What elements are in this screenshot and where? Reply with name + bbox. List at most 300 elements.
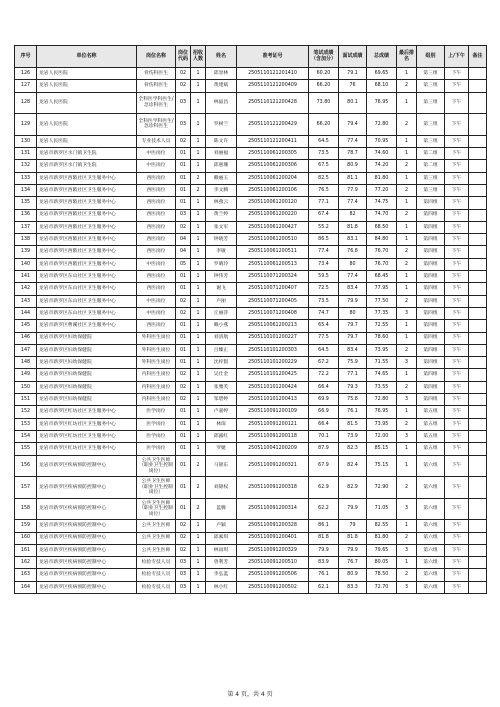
cell-group: 第四组 bbox=[417, 344, 445, 356]
cell-session: 下午 bbox=[445, 92, 469, 114]
cell-position-name: 公共卫生医师 bbox=[137, 520, 176, 532]
cell-exam-number: 2505110091200329 bbox=[237, 544, 309, 556]
cell-remarks bbox=[469, 381, 487, 393]
cell-final-rank: 2 bbox=[397, 246, 417, 258]
cell-session: 下午 bbox=[445, 455, 469, 477]
cell-written-score: 73.4 bbox=[309, 258, 339, 270]
cell-final-rank: 1 bbox=[397, 68, 417, 80]
cell-unit-name: 龙岩市新罗区西陂社区卫生服务中心 bbox=[37, 246, 137, 258]
cell-session: 下午 bbox=[445, 332, 469, 344]
header-session: 上/下午 bbox=[445, 46, 469, 68]
cell-remarks bbox=[469, 520, 487, 532]
cell-final-rank: 1 bbox=[397, 557, 417, 569]
cell-remarks bbox=[469, 455, 487, 477]
cell-interview-score: 77.4 bbox=[339, 135, 367, 147]
cell-name: 卢颖 bbox=[206, 520, 237, 532]
cell-written-score: 65.4 bbox=[309, 320, 339, 332]
cell-exam-number: 2505110061200213 bbox=[237, 320, 309, 332]
cell-name: 卢丽 bbox=[206, 295, 237, 307]
table-row bbox=[15, 92, 487, 114]
cell-total-score: 76.70 bbox=[367, 258, 397, 270]
cell-serial: 144 bbox=[15, 307, 37, 319]
cell-hire-count: 1 bbox=[191, 569, 206, 581]
cell-position-code: 02 bbox=[176, 520, 191, 532]
cell-position-code: 02 bbox=[176, 80, 191, 92]
cell-group: 第四组 bbox=[417, 234, 445, 246]
cell-total-score: 76.95 bbox=[367, 406, 397, 418]
cell-session: 下午 bbox=[445, 148, 469, 160]
cell-final-rank: 3 bbox=[397, 581, 417, 593]
cell-name: 邱誉林 bbox=[206, 68, 237, 80]
cell-session: 下午 bbox=[445, 209, 469, 221]
cell-written-score: 66.4 bbox=[309, 418, 339, 430]
cell-name: 丘丽萍 bbox=[206, 307, 237, 319]
cell-total-score: 80.05 bbox=[367, 557, 397, 569]
cell-interview-score: 76.8 bbox=[339, 246, 367, 258]
cell-serial: 128 bbox=[15, 92, 37, 114]
cell-position-code: 01 bbox=[176, 430, 191, 442]
cell-written-score: 66.4 bbox=[309, 381, 339, 393]
cell-remarks bbox=[469, 532, 487, 544]
table-row bbox=[15, 406, 487, 418]
cell-unit-name: 龙岩人民医院 bbox=[37, 68, 137, 80]
cell-serial: 148 bbox=[15, 357, 37, 369]
cell-total-score: 79.65 bbox=[367, 544, 397, 556]
cell-remarks bbox=[469, 197, 487, 209]
cell-position-code: 03 bbox=[176, 114, 191, 136]
cell-position-name: 内科医生岗位 bbox=[137, 369, 176, 381]
cell-total-score: 75.15 bbox=[367, 455, 397, 477]
cell-written-score: 59.5 bbox=[309, 271, 339, 283]
cell-name: 邹碧婷 bbox=[206, 394, 237, 406]
cell-interview-score: 79.7 bbox=[339, 332, 367, 344]
table-row bbox=[15, 320, 487, 332]
cell-total-score: 68.45 bbox=[367, 271, 397, 283]
cell-serial: 149 bbox=[15, 369, 37, 381]
cell-written-score: 77.1 bbox=[309, 197, 339, 209]
cell-final-rank: 2 bbox=[397, 532, 417, 544]
cell-position-name: 外科医生岗位 bbox=[137, 357, 176, 369]
cell-hire-count: 1 bbox=[191, 344, 206, 356]
cell-group: 第六组 bbox=[417, 455, 445, 477]
cell-exam-number: 2505110091200506 bbox=[237, 569, 309, 581]
cell-interview-score: 83.3 bbox=[339, 581, 367, 593]
cell-interview-score: 76 bbox=[339, 80, 367, 92]
cell-final-rank: 2 bbox=[397, 477, 417, 499]
cell-unit-name: 龙岩市新罗区西陂社区卫生服务中心 bbox=[37, 221, 137, 233]
cell-unit-name: 龙岩市新罗区妇幼保健院 bbox=[37, 344, 137, 356]
cell-group: 第三组 bbox=[417, 92, 445, 114]
cell-interview-score: 82.9 bbox=[339, 477, 367, 499]
cell-serial: 147 bbox=[15, 344, 37, 356]
cell-session: 下午 bbox=[445, 520, 469, 532]
cell-hire-count: 1 bbox=[191, 197, 206, 209]
cell-hire-count: 1 bbox=[191, 369, 206, 381]
cell-written-score: 62.1 bbox=[309, 581, 339, 593]
cell-interview-score: 76.1 bbox=[339, 406, 367, 418]
cell-exam-number: 2505110121200429 bbox=[237, 114, 309, 136]
cell-unit-name: 龙岩人民医院 bbox=[37, 114, 137, 136]
cell-hire-count: 2 bbox=[191, 455, 206, 477]
cell-final-rank: 2 bbox=[397, 381, 417, 393]
cell-name: 张雅芙 bbox=[206, 381, 237, 393]
cell-total-score: 72.80 bbox=[367, 394, 397, 406]
cell-written-score: 82.5 bbox=[309, 172, 339, 184]
cell-total-score: 72.70 bbox=[367, 581, 397, 593]
cell-remarks bbox=[469, 148, 487, 160]
cell-serial: 158 bbox=[15, 498, 37, 520]
cell-group: 第六组 bbox=[417, 532, 445, 544]
cell-group: 第三组 bbox=[417, 184, 445, 196]
cell-unit-name: 龙岩市新罗区疾病预防控制中心 bbox=[37, 581, 137, 593]
cell-serial: 140 bbox=[15, 258, 37, 270]
cell-remarks bbox=[469, 258, 487, 270]
cell-remarks bbox=[469, 569, 487, 581]
cell-name: 林琛 bbox=[206, 418, 237, 430]
cell-unit-name: 龙岩市新罗区妇幼保健院 bbox=[37, 332, 137, 344]
table-row bbox=[15, 381, 487, 393]
cell-unit-name: 龙岩市新罗区妇幼保健院 bbox=[37, 394, 137, 406]
cell-final-rank: 1 bbox=[397, 271, 417, 283]
cell-name: 吴仕金 bbox=[206, 369, 237, 381]
cell-position-name: 中医岗位 bbox=[137, 258, 176, 270]
cell-total-score: 81.80 bbox=[367, 172, 397, 184]
cell-session: 下午 bbox=[445, 320, 469, 332]
cell-exam-number: 2505110061200306 bbox=[237, 160, 309, 172]
cell-interview-score: 77.9 bbox=[339, 184, 367, 196]
cell-exam-number: 2505110091200318 bbox=[237, 477, 309, 499]
table-row bbox=[15, 520, 487, 532]
cell-session: 下午 bbox=[445, 544, 469, 556]
header-position-code: 岗位代码 bbox=[176, 46, 191, 68]
cell-group: 第五组 bbox=[417, 443, 445, 455]
cell-final-rank: 2 bbox=[397, 569, 417, 581]
cell-remarks bbox=[469, 114, 487, 136]
cell-position-name: 西医岗位 bbox=[137, 234, 176, 246]
cell-serial: 146 bbox=[15, 332, 37, 344]
cell-hire-count: 1 bbox=[191, 443, 206, 455]
cell-total-score: 74.75 bbox=[367, 197, 397, 209]
table-row bbox=[15, 283, 487, 295]
table-row bbox=[15, 184, 487, 196]
cell-remarks bbox=[469, 320, 487, 332]
cell-written-score: 67.5 bbox=[309, 160, 339, 172]
header-group: 组别 bbox=[417, 46, 445, 68]
cell-remarks bbox=[469, 498, 487, 520]
cell-interview-score: 80.9 bbox=[339, 569, 367, 581]
cell-position-code: 02 bbox=[176, 295, 191, 307]
cell-remarks bbox=[469, 184, 487, 196]
cell-name: 罗晴玲 bbox=[206, 258, 237, 270]
cell-exam-number: 2505110061200510 bbox=[237, 234, 309, 246]
cell-written-score: 62.9 bbox=[309, 477, 339, 499]
cell-serial: 145 bbox=[15, 320, 37, 332]
cell-name: 卢嘉婷 bbox=[206, 406, 237, 418]
cell-interview-score: 83.4 bbox=[339, 283, 367, 295]
cell-total-score: 74.20 bbox=[367, 160, 397, 172]
cell-remarks bbox=[469, 160, 487, 172]
cell-written-score: 66.20 bbox=[309, 114, 339, 136]
cell-serial: 136 bbox=[15, 209, 37, 221]
cell-exam-number: 2505110041200209 bbox=[237, 443, 309, 455]
cell-group: 第三组 bbox=[417, 114, 445, 136]
cell-group: 第四组 bbox=[417, 394, 445, 406]
cell-unit-name: 龙岩市新罗区西陂社区卫生服务中心 bbox=[37, 234, 137, 246]
cell-unit-name: 龙岩市新罗区东山社区卫生服务中心 bbox=[37, 271, 137, 283]
cell-remarks bbox=[469, 295, 487, 307]
cell-serial: 131 bbox=[15, 148, 37, 160]
cell-group: 第六组 bbox=[417, 544, 445, 556]
cell-serial: 152 bbox=[15, 406, 37, 418]
header-written-score: 笔试成绩（含加分） bbox=[309, 46, 339, 68]
cell-serial: 143 bbox=[15, 295, 37, 307]
cell-name: 林雨琪 bbox=[206, 544, 237, 556]
cell-group: 第六组 bbox=[417, 477, 445, 499]
cell-exam-number: 2505110121200411 bbox=[237, 135, 309, 147]
cell-group: 第三组 bbox=[417, 80, 445, 92]
cell-final-rank: 3 bbox=[397, 430, 417, 442]
cell-remarks bbox=[469, 357, 487, 369]
cell-unit-name: 龙岩市新罗区妇幼保健院 bbox=[37, 369, 137, 381]
cell-position-code: 02 bbox=[176, 221, 191, 233]
cell-serial: 127 bbox=[15, 80, 37, 92]
cell-serial: 130 bbox=[15, 135, 37, 147]
cell-group: 第四组 bbox=[417, 369, 445, 381]
cell-final-rank: 1 bbox=[397, 148, 417, 160]
cell-position-code: 01 bbox=[176, 455, 191, 477]
header-interview-score: 面试成绩 bbox=[339, 46, 367, 68]
cell-name: 沈梓賢 bbox=[206, 357, 237, 369]
cell-position-name: 西医岗位 bbox=[137, 320, 176, 332]
cell-final-rank: 2 bbox=[397, 209, 417, 221]
cell-serial: 157 bbox=[15, 477, 37, 499]
cell-unit-name: 龙岩人民医院 bbox=[37, 135, 137, 147]
cell-position-code: 03 bbox=[176, 209, 191, 221]
cell-remarks bbox=[469, 332, 487, 344]
cell-position-name: 内科医生岗位 bbox=[137, 394, 176, 406]
cell-written-score: 67.4 bbox=[309, 209, 339, 221]
cell-exam-number: 2505110071200405 bbox=[237, 295, 309, 307]
table-row bbox=[15, 114, 487, 136]
cell-final-rank: 3 bbox=[397, 394, 417, 406]
cell-position-code: 01 bbox=[176, 498, 191, 520]
cell-total-score: 77.35 bbox=[367, 307, 397, 319]
cell-hire-count: 1 bbox=[191, 357, 206, 369]
cell-group: 第六组 bbox=[417, 569, 445, 581]
cell-position-name: 公共卫生医师 bbox=[137, 532, 176, 544]
cell-hire-count: 2 bbox=[191, 477, 206, 499]
cell-written-score: 66.20 bbox=[309, 80, 339, 92]
cell-position-name: 西医岗位 bbox=[137, 283, 176, 295]
page-footer: 第 4 页，共 4 页 bbox=[227, 691, 273, 698]
cell-position-name: 西医岗位 bbox=[137, 221, 176, 233]
cell-serial: 126 bbox=[15, 68, 37, 80]
cell-final-rank: 2 bbox=[397, 258, 417, 270]
cell-hire-count: 1 bbox=[191, 114, 206, 136]
cell-group: 第四组 bbox=[417, 246, 445, 258]
cell-interview-score: 82.4 bbox=[339, 455, 367, 477]
cell-total-score: 74.60 bbox=[367, 148, 397, 160]
header-exam-number: 准考证号 bbox=[237, 46, 309, 68]
cell-name: 李弘蓝 bbox=[206, 569, 237, 581]
cell-remarks bbox=[469, 92, 487, 114]
cell-position-code: 02 bbox=[176, 394, 191, 406]
cell-final-rank: 1 bbox=[397, 455, 417, 477]
cell-written-score: 66.9 bbox=[309, 406, 339, 418]
cell-position-name: 骨伤科医生 bbox=[137, 80, 176, 92]
cell-session: 下午 bbox=[445, 406, 469, 418]
cell-session: 下午 bbox=[445, 68, 469, 80]
header-final-rank: 最后排名 bbox=[397, 46, 417, 68]
cell-final-rank: 1 bbox=[397, 197, 417, 209]
cell-unit-name: 龙岩市新罗区疾病预防控制中心 bbox=[37, 520, 137, 532]
cell-name: 钟晓芳 bbox=[206, 234, 237, 246]
cell-interview-score: 79.9 bbox=[339, 295, 367, 307]
cell-name: 刘丽福 bbox=[206, 148, 237, 160]
cell-unit-name: 龙岩市新罗区东山社区卫生服务中心 bbox=[37, 295, 137, 307]
cell-name: 林小红 bbox=[206, 581, 237, 593]
cell-interview-score: 79.7 bbox=[339, 320, 367, 332]
table-row bbox=[15, 443, 487, 455]
cell-hire-count: 1 bbox=[191, 430, 206, 442]
cell-hire-count: 1 bbox=[191, 271, 206, 283]
cell-group: 第二组 bbox=[417, 148, 445, 160]
cell-final-rank: 1 bbox=[397, 406, 417, 418]
cell-group: 第四组 bbox=[417, 221, 445, 233]
table-row bbox=[15, 455, 487, 477]
cell-position-code: 01 bbox=[176, 271, 191, 283]
table-row bbox=[15, 344, 487, 356]
cell-remarks bbox=[469, 406, 487, 418]
cell-position-name: 西医岗位 bbox=[137, 271, 176, 283]
cell-serial: 151 bbox=[15, 394, 37, 406]
cell-position-code: 03 bbox=[176, 557, 191, 569]
table-row bbox=[15, 544, 487, 556]
cell-remarks bbox=[469, 344, 487, 356]
cell-hire-count: 1 bbox=[191, 246, 206, 258]
cell-session: 下午 bbox=[445, 160, 469, 172]
cell-session: 下午 bbox=[445, 498, 469, 520]
cell-serial: 154 bbox=[15, 430, 37, 442]
cell-total-score: 78.60 bbox=[367, 332, 397, 344]
cell-position-name: 全科医学科医生/急诊科医生 bbox=[137, 114, 176, 136]
cell-unit-name: 龙岩市新罗区妇幼保健院 bbox=[37, 381, 137, 393]
cell-unit-name: 龙岩市新罗区红坊社区卫生服务中心 bbox=[37, 430, 137, 442]
cell-session: 下午 bbox=[445, 114, 469, 136]
header-unit-name: 单位名称 bbox=[37, 46, 137, 68]
cell-interview-score: 80.9 bbox=[339, 160, 367, 172]
cell-written-score: 77.5 bbox=[309, 332, 339, 344]
cell-unit-name: 龙岩市新罗区疾病预防控制中心 bbox=[37, 544, 137, 556]
table-row bbox=[15, 332, 487, 344]
cell-hire-count: 1 bbox=[191, 80, 206, 92]
cell-interview-score: 81.1 bbox=[339, 172, 367, 184]
cell-serial: 161 bbox=[15, 544, 37, 556]
cell-total-score: 72.55 bbox=[367, 320, 397, 332]
cell-total-score: 68.50 bbox=[367, 221, 397, 233]
cell-session: 下午 bbox=[445, 80, 469, 92]
cell-position-code: 02 bbox=[176, 544, 191, 556]
cell-group: 第四组 bbox=[417, 332, 445, 344]
cell-total-score: 82.55 bbox=[367, 520, 397, 532]
cell-session: 下午 bbox=[445, 477, 469, 499]
cell-serial: 163 bbox=[15, 569, 37, 581]
cell-interview-score: 73.9 bbox=[339, 430, 367, 442]
cell-unit-name: 龙岩市新罗区疾病预防控制中心 bbox=[37, 569, 137, 581]
cell-hire-count: 1 bbox=[191, 406, 206, 418]
cell-final-rank: 3 bbox=[397, 498, 417, 520]
cell-written-score: 76.5 bbox=[309, 184, 339, 196]
table-row bbox=[15, 172, 487, 184]
cell-serial: 132 bbox=[15, 160, 37, 172]
cell-name: 罗树兰 bbox=[206, 114, 237, 136]
cell-group: 第五组 bbox=[417, 418, 445, 430]
cell-position-name: 西医岗位 bbox=[137, 184, 176, 196]
cell-position-name: 医学岗位 bbox=[137, 430, 176, 442]
cell-hire-count: 1 bbox=[191, 520, 206, 532]
cell-remarks bbox=[469, 369, 487, 381]
cell-unit-name: 龙岩市新罗区西陂社区卫生服务中心 bbox=[37, 197, 137, 209]
cell-position-code: 01 bbox=[176, 283, 191, 295]
cell-total-score: 72.90 bbox=[367, 477, 397, 499]
cell-session: 下午 bbox=[445, 430, 469, 442]
cell-final-rank: 3 bbox=[397, 307, 417, 319]
cell-exam-number: 2505110091200109 bbox=[237, 406, 309, 418]
cell-serial: 153 bbox=[15, 418, 37, 430]
cell-unit-name: 龙岩市新罗区妇幼保健院 bbox=[37, 357, 137, 369]
cell-written-score: 70.1 bbox=[309, 430, 339, 442]
cell-final-rank: 3 bbox=[397, 357, 417, 369]
table-row bbox=[15, 295, 487, 307]
cell-position-code: 01 bbox=[176, 477, 191, 499]
cell-hire-count: 2 bbox=[191, 498, 206, 520]
table-row bbox=[15, 197, 487, 209]
cell-position-name: 西医岗位 bbox=[137, 246, 176, 258]
cell-name: 赖丽玉 bbox=[206, 172, 237, 184]
cell-position-name: 全科医学科医生/急诊科医生 bbox=[137, 92, 176, 114]
cell-position-name: 内科医生岗位 bbox=[137, 381, 176, 393]
cell-name: 刘锦权 bbox=[206, 477, 237, 499]
cell-position-name: 医学岗位 bbox=[137, 418, 176, 430]
cell-session: 下午 bbox=[445, 258, 469, 270]
cell-remarks bbox=[469, 221, 487, 233]
cell-position-name: 检验专技人员 bbox=[137, 581, 176, 593]
table-row bbox=[15, 477, 487, 499]
cell-interview-score: 80 bbox=[339, 258, 367, 270]
cell-written-score: 74.7 bbox=[309, 307, 339, 319]
cell-interview-score: 77.4 bbox=[339, 197, 367, 209]
cell-interview-score: 75.8 bbox=[339, 394, 367, 406]
cell-total-score: 72.80 bbox=[367, 114, 397, 136]
cell-total-score: 84.80 bbox=[367, 234, 397, 246]
cell-total-score: 76.70 bbox=[367, 246, 397, 258]
cell-group: 第六组 bbox=[417, 520, 445, 532]
cell-hire-count: 1 bbox=[191, 148, 206, 160]
cell-session: 下午 bbox=[445, 569, 469, 581]
cell-position-name: 公共卫生医师 bbox=[137, 544, 176, 556]
cell-session: 下午 bbox=[445, 283, 469, 295]
cell-interview-score: 79.9 bbox=[339, 498, 367, 520]
cell-hire-count: 1 bbox=[191, 135, 206, 147]
cell-name: 邱惠珊 bbox=[206, 160, 237, 172]
cell-serial: 142 bbox=[15, 283, 37, 295]
cell-interview-score: 79 bbox=[339, 520, 367, 532]
cell-name: 林燕云 bbox=[206, 197, 237, 209]
cell-exam-number: 2505110061200120 bbox=[237, 197, 309, 209]
cell-total-score: 74.65 bbox=[367, 369, 397, 381]
cell-interview-score: 80.1 bbox=[339, 92, 367, 114]
cell-interview-score: 81.8 bbox=[339, 532, 367, 544]
